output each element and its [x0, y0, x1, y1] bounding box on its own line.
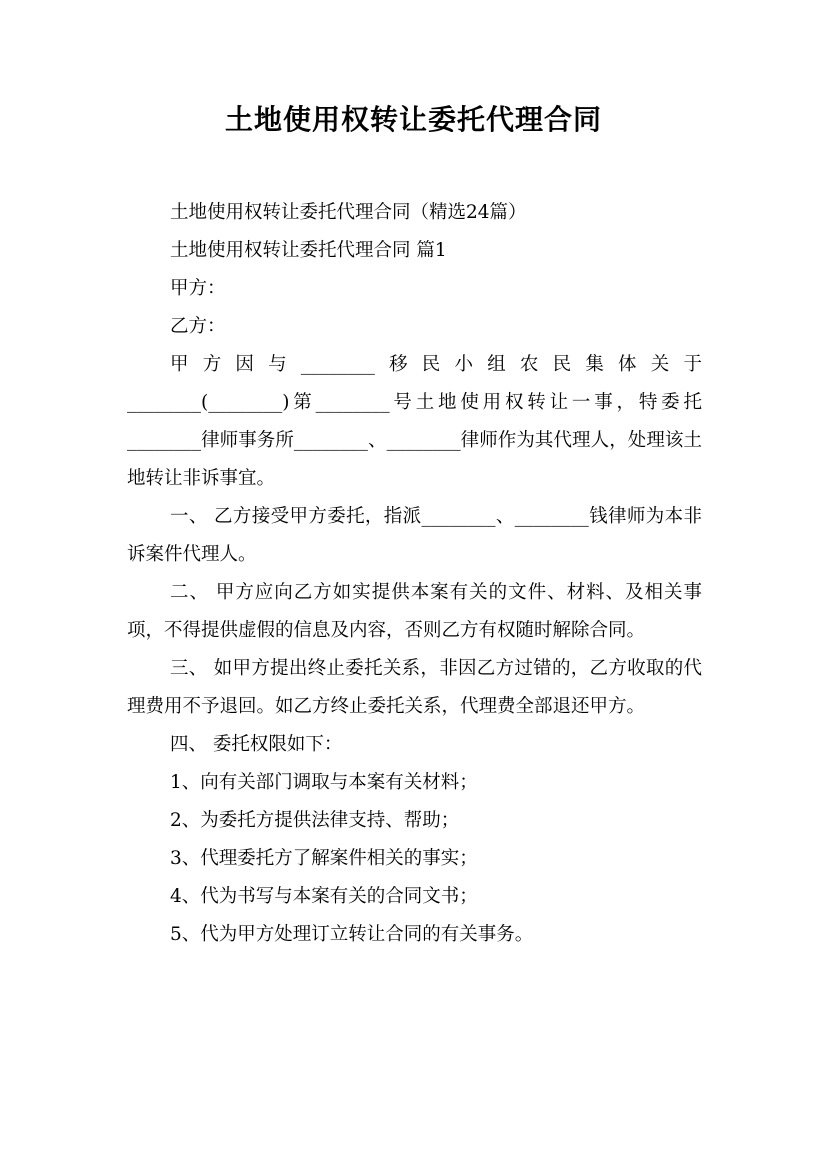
section-heading: 土地使用权转让委托代理合同 篇1: [170, 240, 447, 261]
document-title: 土地使用权转让委托代理合同: [224, 103, 602, 136]
list-item: 3、代理委托方了解案件相关的事实；: [170, 848, 478, 869]
list-item: 5、代为甲方处理订立转让合同的有关事务。: [170, 924, 534, 945]
clause-3: 三、 如甲方提出终止委托关系，非因乙方过错的，乙方收取的代理费用不予退回。如乙方终止委托关系，代理费全部退还甲方。: [127, 658, 702, 717]
subtitle: 土地使用权转让委托代理合同（精选24篇）: [170, 202, 527, 223]
list-item: 1、向有关部门调取与本案有关材料；: [170, 772, 478, 793]
clause-4: 四、 委托权限如下：: [170, 734, 343, 755]
party-b-label: 乙方：: [170, 316, 226, 337]
list-item: 4、代为书写与本案有关的合同文书；: [170, 886, 478, 907]
list-item: 2、为委托方提供法律支持、帮助；: [170, 810, 460, 831]
document-body: [127, 194, 702, 954]
clause-1: 一、 乙方接受甲方委托，指派________、________钱律师为本非诉案件代理人。: [127, 506, 702, 565]
intro-paragraph-rest: ________(________)第________号土地使用权转让一事，特委托________律师事务所________、________律师作为其代理人，处理该土地转让非诉事宜。: [127, 392, 702, 489]
intro-paragraph-line1: 甲方因与________移民小组农民集体关于: [170, 354, 702, 375]
party-a-label: 甲方：: [170, 278, 226, 299]
clause-2: 二、 甲方应向乙方如实提供本案有关的文件、材料、及相关事项，不得提供虚假的信息及内容，否则乙方有权随时解除合同。: [127, 582, 702, 641]
